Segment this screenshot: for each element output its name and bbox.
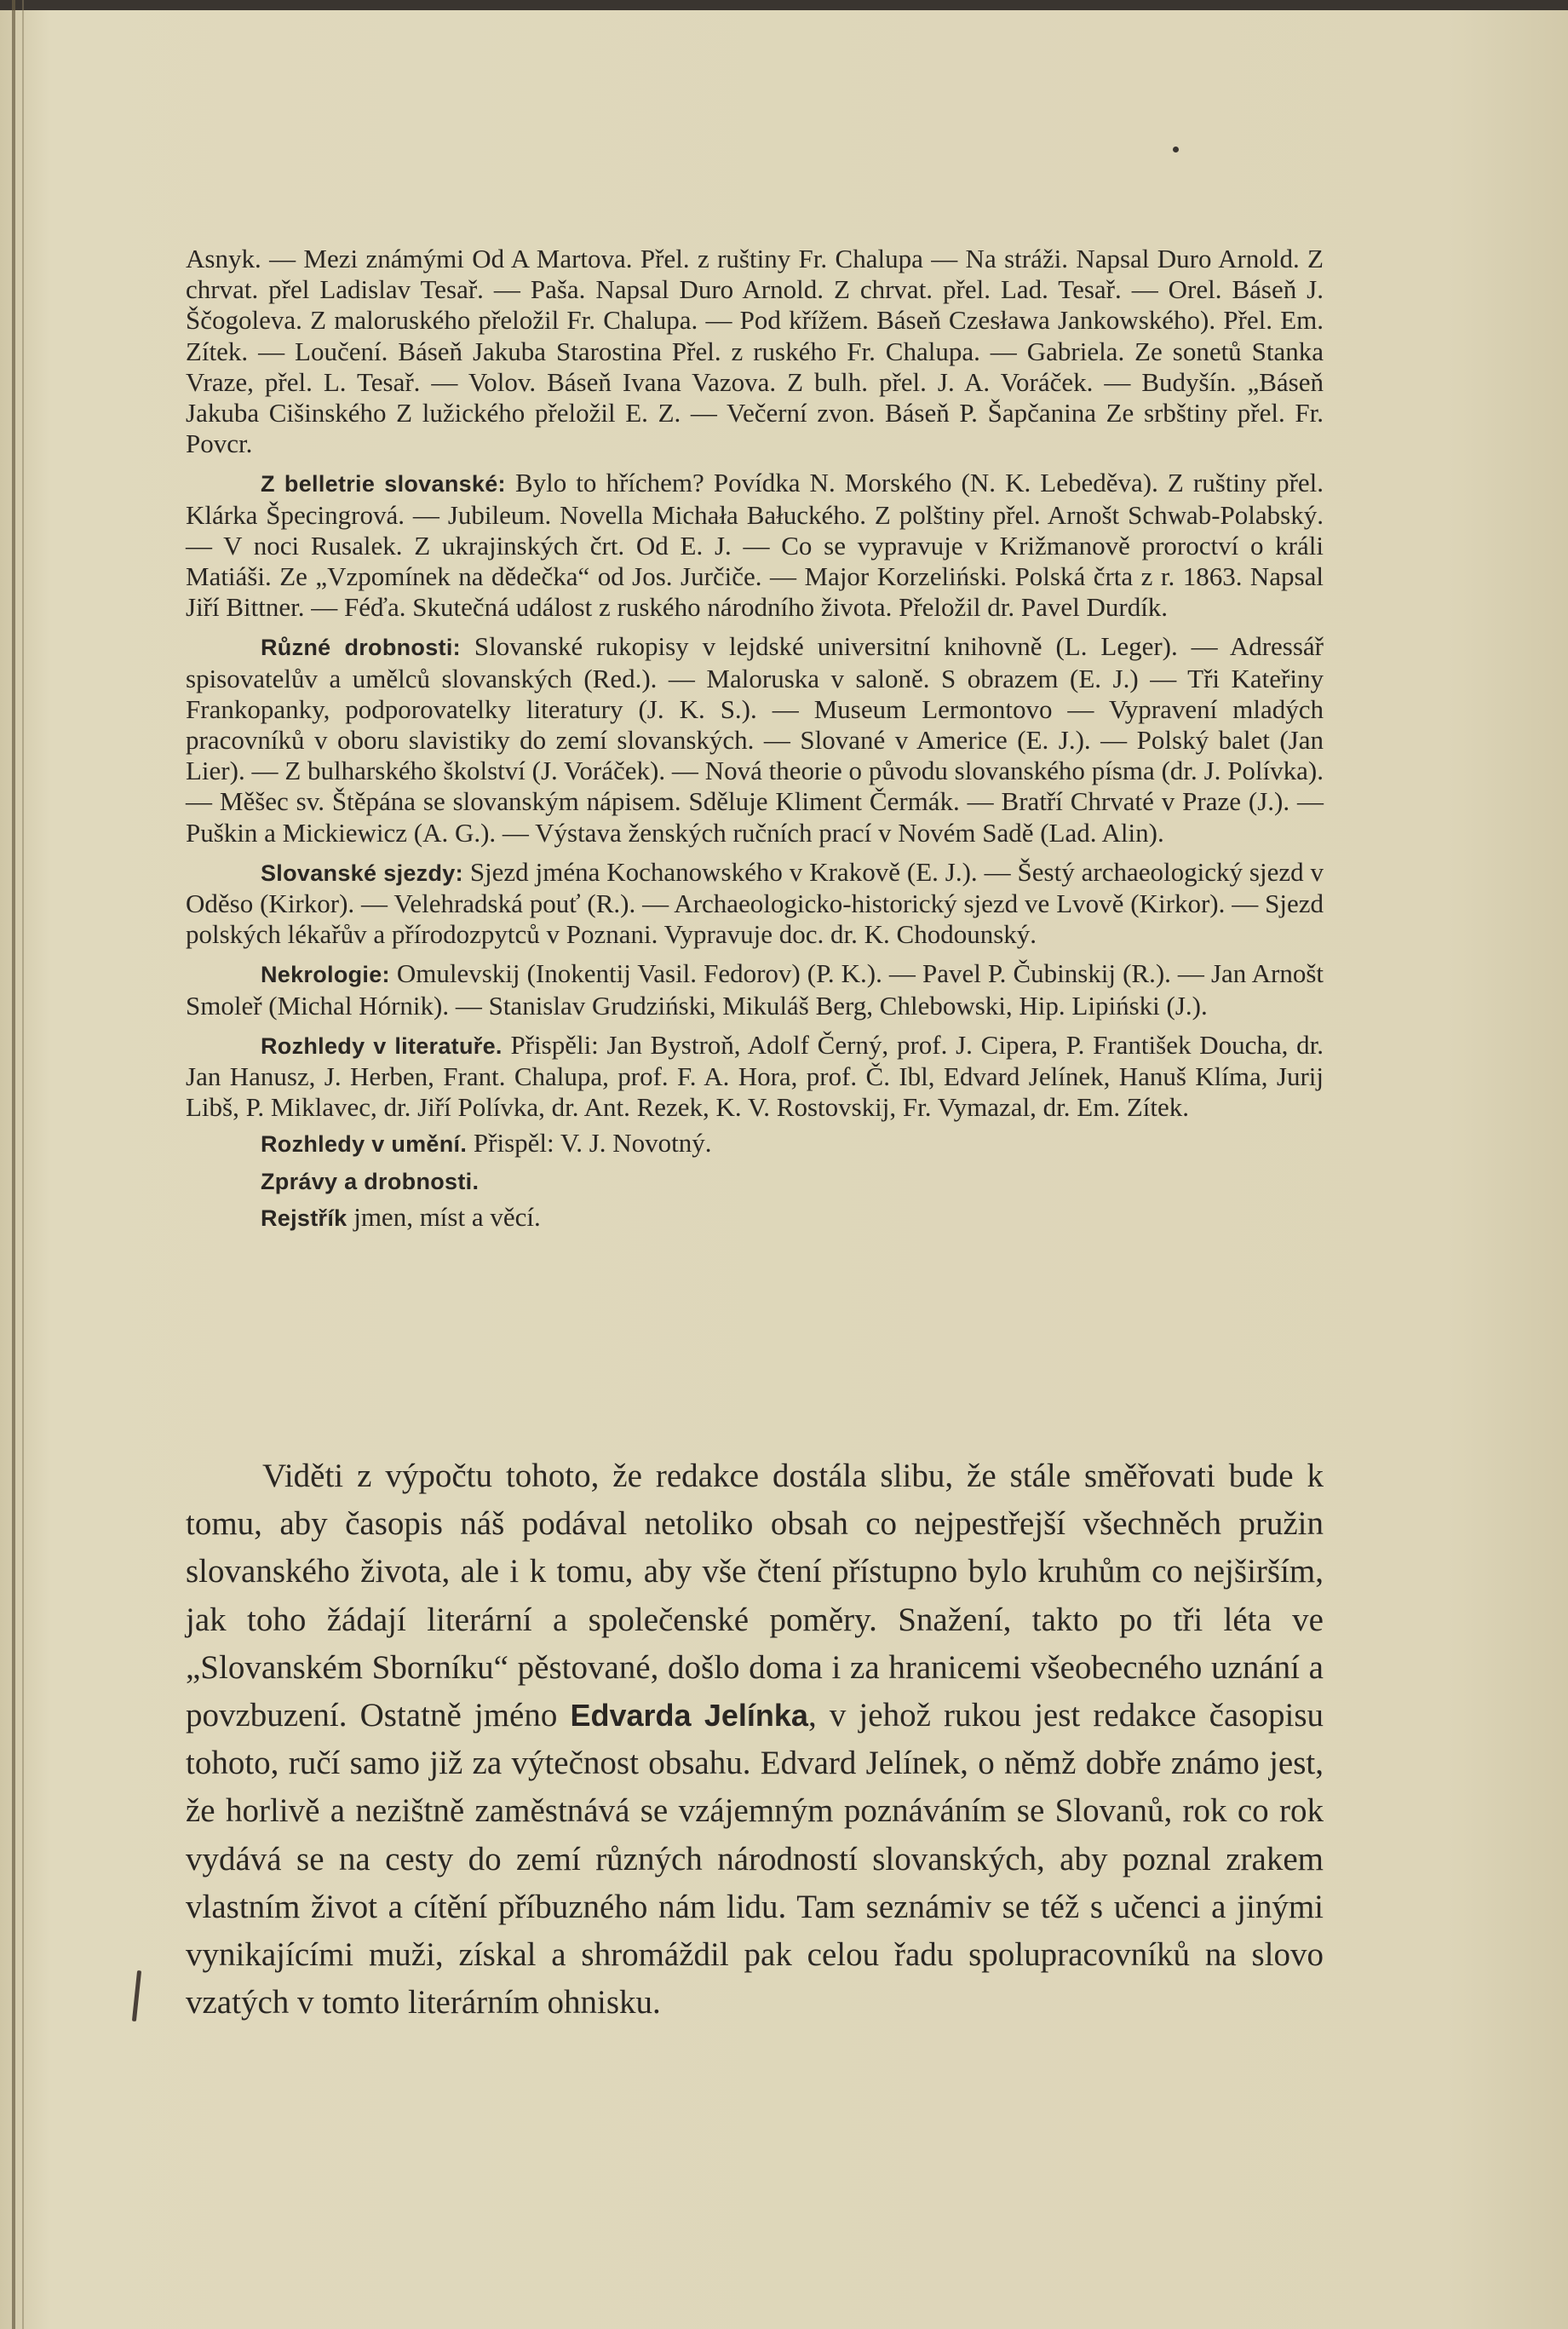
section-heading: Nekrologie: xyxy=(261,962,390,988)
margin-mark xyxy=(132,1970,141,2021)
section-text: Omulevskij (Inokentij Vasil. Fedorov) (P. K.). — Pavel P. Čubinskij (R.). — Jan Arnošt Smoleř (Michal Hórnik). — Stanislav Grudziński, Mikuláš Berg, Chlebowski, Hip. Lipiński (J.). xyxy=(186,958,1324,1021)
section-drobnosti xyxy=(186,631,1324,848)
section-heading: Různé drobnosti: xyxy=(261,635,461,661)
section-rejstrik xyxy=(186,1202,1324,1234)
section-heading: Rozhledy v literatuře. xyxy=(261,1032,503,1059)
section-sjezdy xyxy=(186,857,1324,951)
editor-name: Edvarda Jelínka xyxy=(570,1698,808,1734)
section-heading: Z belletrie slovanské: xyxy=(261,471,506,497)
poetry-continuation: Asnyk. — Mezi známými Od A Martova. Přel. z ruštiny Fr. Chalupa — Na stráži. Napsal Duro Arnold. Z chrvat. přel Ladislav Tesař. — Paša. Napsal Duro Arnold. Z chrvat. přel. Lad. Tesař. — Orel. Báseň J. Ščogoleva. Z maloruského přeložil Fr. Chalupa. — Pod křížem. Báseň Czesława Jankowského). Přel. Em. Zítek. — Loučení. Báseň Jakuba Starostina Přel. z ruského Fr. Chalupa. — Gabriela. Ze sonetů Stanka Vraze, přel. L. Tesař. — Volov. Báseň Ivana Vazova. Z bulh. přel. J. A. Voráček. — Budyšín. „Báseň Jakuba Cišinského Z lužického přeložil E. Z. — Večerní zvon. Báseň P. Šapčanina Ze srbštiny přel. Fr. Povcr. xyxy=(186,244,1324,459)
paragraph-text-1: Viděti z výpočtu tohoto, že redakce dostála slibu, že stále směřovati bude k tomu, aby časopis náš podával netoliko obsah co nejpestřejší všechněch pružin slovanského života, ale i k tomu, aby vše čtení přístupno bylo kruhům co nejširším, jak toho žádají literární a společenské poměry. Snažení, takto po tři léta ve „Slovanském Sborníku“ pěstované, došlo doma i za hranicemi všeobecného uznání a povzbuzení. Ostatně jméno xyxy=(186,1458,1324,1734)
section-text: Sjezd jména Kochanowského v Krakově (E. J.). — Šestý archaeologický sjezd v Oděso (Kirkor). — Velehradská pouť (R.). — Archaeologicko-historický sjezd ve Lvově (Kirkor). — Sjezd polských lékařův a přírodozpytců v Poznani. Vypravuje doc. dr. K. Chodounský. xyxy=(186,856,1324,950)
section-text: Bylo to hříchem? Povídka N. Morského (N. K. Lebeděva). Z ruštiny přel. Klárka Špecingrová. — Jubileum. Novella Michała Bałuckého. Z polštiny přel. Arnošt Schwab-Polabský. — V noci Rusalek. Z ukrajinských črt. Od E. J. — Co se vypravuje v Križmanově proroctví o králi Matiáši. Ze „Vzpomínek na dědečka“ od Jos. Jurčiče. — Major Korzeliński. Polská črta z r. 1863. Napsal Jiří Bittner. — Féďa. Skutečná událost z ruského národního života. Přeložil dr. Pavel Durdík. xyxy=(186,468,1324,623)
section-text: Přispěli: Jan Bystroň, Adolf Černý, prof. J. Cipera, P. František Doucha, dr. Jan Hanusz, J. Herben, Frant. Chalupa, prof. F. A. Hora, prof. Č. Ibl, Edvard Jelínek, Hanuš Klíma, Jurij Libš, P. Miklavec, dr. Jiří Polívka, dr. Ant. Rezek, K. V. Rostovskij, Fr. Vymazal, dr. Em. Zítek. xyxy=(186,1029,1324,1123)
binding-edge xyxy=(12,0,15,2329)
main-paragraph xyxy=(186,1452,1324,2027)
section-text: Přispěl: V. J. Novotný. xyxy=(473,1128,712,1159)
binding-edge-inner xyxy=(22,0,24,2329)
ink-speck xyxy=(1173,147,1179,152)
section-heading: Zprávy a drobnosti. xyxy=(261,1168,480,1194)
section-heading: Rejstřík xyxy=(261,1205,347,1231)
section-rozhledy-literatura xyxy=(186,1030,1324,1124)
section-text: Slovanské rukopisy v lejdské universitní knihovně (L. Leger). — Adressář spisovatelův a umělců slovanských (Red.). — Maloruska v saloně. S obrazem (E. J.) — Tři Kateřiny Frankopanky, podporovatelky literatury (J. K. S.). — Museum Lermontovo — Vypravení mladých pracovníků v oboru slavistiky do zemí slovanských. — Slované v Americe (E. J.). — Polský balet (Jan Lier). — Z bulharského školství (J. Voráček). — Nová theorie o původu slovanského písma (dr. J. Polívka). — Měšec sv. Štěpána se slovanským nápisem. Sděluje Kliment Čermák. — Bratří Chrvaté v Praze (J.). — Puškin a Mickiewicz (A. G.). — Výstava ženských ručních prací v Novém Sadě (Lad. Alin). xyxy=(186,631,1324,848)
section-rozhledy-umeni xyxy=(186,1128,1324,1159)
top-edge xyxy=(0,0,1568,10)
section-heading: Slovanské sjezdy: xyxy=(261,860,463,886)
contents-list xyxy=(186,244,1324,1234)
section-belletrie xyxy=(186,468,1324,623)
section-zpravy xyxy=(186,1165,1324,1197)
section-text: jmen, míst a věcí. xyxy=(353,1201,541,1232)
paragraph-text-2: , v jehož rukou jest redakce časopisu tohoto, ručí samo již za výtečnost obsahu. Edvard Jelínek, o němž dobře známo jest, že horlivě a nezištně zaměstnává se vzájemným poznáváním se Slovanů, rok co rok vydává se na cesty do zemí různých národností slovanských, aby poznal zrakem vlastním život a cítění příbuzného nám lidu. Tam seznámiv se též s učenci a jinými vynikajícími muži, získal a shromáždil pak celou řadu spolupracovníků na slovo vzatých v tomto literárním ohnisku. xyxy=(186,1697,1324,2021)
section-heading: Rozhledy v umění. xyxy=(261,1131,468,1158)
section-nekrologie xyxy=(186,958,1324,1021)
